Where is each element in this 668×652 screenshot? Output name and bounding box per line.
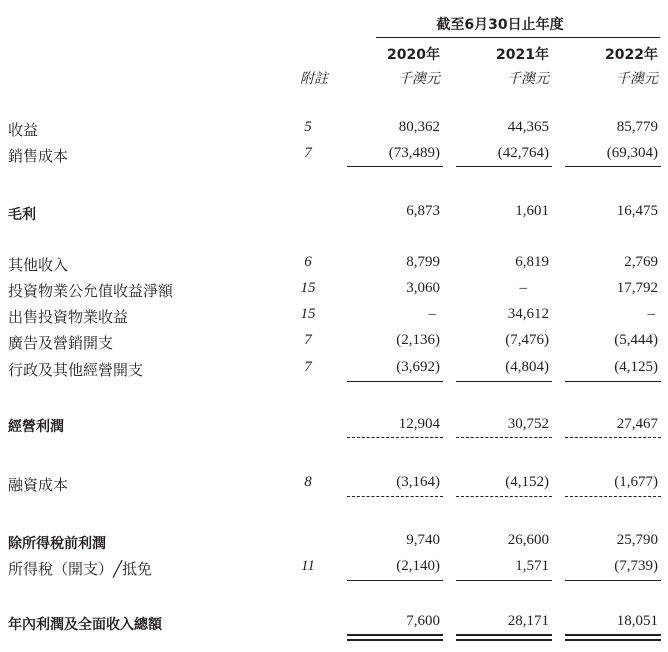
subtotal-rule <box>456 166 552 167</box>
cell-disposal-gain-2020: – <box>428 306 436 322</box>
cell-finance-costs-2021: (4,152) <box>505 474 549 490</box>
double-rule-bottom <box>347 639 443 641</box>
row-note-other-income: 6 <box>304 254 312 270</box>
dashed-rule <box>456 496 552 497</box>
cell-revenue-2022: 85,779 <box>616 119 658 135</box>
cell-advertising-expenses-2021: (7,476) <box>505 332 549 348</box>
cell-revenue-2021: 44,365 <box>507 119 549 135</box>
row-note-disposal-gain: 15 <box>300 306 316 322</box>
cell-income-tax-2022: (7,739) <box>614 558 658 574</box>
row-label-total-comprehensive-income: 年內利潤及全面收入總額 <box>8 617 162 633</box>
cell-cost-of-sales-2021: (42,764) <box>497 145 549 161</box>
cell-total-comprehensive-income-2022: 18,051 <box>616 613 658 629</box>
unit-header-2021: 千澳元 <box>507 72 549 87</box>
row-note-income-tax: 11 <box>301 558 315 574</box>
row-label-revenue: 收益 <box>8 123 39 139</box>
cell-total-comprehensive-income-2021: 28,171 <box>507 613 549 629</box>
dashed-rule <box>456 437 552 438</box>
cell-admin-expenses-2020: (3,692) <box>396 359 440 375</box>
cell-profit-before-tax-2020: 9,740 <box>406 532 440 548</box>
cell-profit-before-tax-2022: 25,790 <box>616 532 658 548</box>
subtotal-rule <box>347 580 443 581</box>
row-label-income-tax: 所得稅（開支）╱抵免 <box>8 562 153 578</box>
cell-other-income-2022: 2,769 <box>624 254 658 270</box>
cell-admin-expenses-2022: (4,125) <box>614 359 658 375</box>
subtotal-rule <box>456 580 552 581</box>
row-label-operating-profit: 經營利潤 <box>8 419 64 435</box>
row-label-profit-before-tax: 除所得稅前利潤 <box>8 536 106 552</box>
cell-admin-expenses-2021: (4,804) <box>505 359 549 375</box>
period-header: 截至6月30日止年度 <box>436 17 564 33</box>
cell-operating-profit-2022: 27,467 <box>616 416 658 432</box>
year-header-2021: 2021年 <box>496 47 549 63</box>
row-label-disposal-gain: 出售投資物業收益 <box>8 310 129 326</box>
double-rule-top <box>565 634 661 636</box>
row-note-admin-expenses: 7 <box>304 359 312 375</box>
unit-header-2020: 千澳元 <box>398 72 440 87</box>
double-rule-top <box>347 634 443 636</box>
cell-profit-before-tax-2021: 26,600 <box>507 532 549 548</box>
cell-operating-profit-2020: 12,904 <box>398 416 440 432</box>
cell-gross-profit-2020: 6,873 <box>406 203 440 219</box>
cell-other-income-2020: 8,799 <box>406 254 440 270</box>
cell-total-comprehensive-income-2020: 7,600 <box>406 613 440 629</box>
row-label-fair-value-gain: 投資物業公允值收益淨額 <box>8 284 174 300</box>
subtotal-rule <box>565 166 661 167</box>
row-label-finance-costs: 融資成本 <box>8 478 69 494</box>
cell-fair-value-gain-2022: 17,792 <box>616 280 658 296</box>
double-rule-top <box>456 634 552 636</box>
cell-gross-profit-2021: 1,601 <box>515 203 549 219</box>
cell-advertising-expenses-2020: (2,136) <box>396 332 440 348</box>
cell-finance-costs-2022: (1,677) <box>614 474 658 490</box>
cell-revenue-2020: 80,362 <box>398 119 440 135</box>
cell-operating-profit-2021: 30,752 <box>507 416 549 432</box>
cell-disposal-gain-2022: – <box>647 306 655 322</box>
cell-gross-profit-2022: 16,475 <box>616 203 658 219</box>
double-rule-bottom <box>456 639 552 641</box>
unit-header-2022: 千澳元 <box>616 72 658 87</box>
dashed-rule <box>565 437 661 438</box>
double-rule-bottom <box>565 639 661 641</box>
cell-cost-of-sales-2020: (73,489) <box>388 145 440 161</box>
subtotal-rule <box>565 381 661 382</box>
row-label-other-income: 其他收入 <box>8 258 69 274</box>
dashed-rule <box>347 496 443 497</box>
cell-finance-costs-2020: (3,164) <box>396 474 440 490</box>
subtotal-rule <box>565 580 661 581</box>
subtotal-rule <box>347 381 443 382</box>
year-header-2022: 2022年 <box>605 47 658 63</box>
cell-advertising-expenses-2022: (5,444) <box>614 332 658 348</box>
cell-disposal-gain-2021: 34,612 <box>507 306 549 322</box>
year-header-2020: 2020年 <box>387 47 440 63</box>
cell-cost-of-sales-2022: (69,304) <box>606 145 658 161</box>
row-label-admin-expenses: 行政及其他經營開支 <box>8 363 144 379</box>
row-label-advertising-expenses: 廣告及營銷開支 <box>8 336 114 352</box>
note-column-header: 附註 <box>300 72 328 87</box>
cell-income-tax-2020: (2,140) <box>396 558 440 574</box>
row-note-fair-value-gain: 15 <box>300 280 316 296</box>
dashed-rule <box>347 437 443 438</box>
row-label-gross-profit: 毛利 <box>8 207 36 223</box>
subtotal-rule <box>456 381 552 382</box>
row-note-advertising-expenses: 7 <box>304 332 312 348</box>
subtotal-rule <box>347 166 443 167</box>
row-note-cost-of-sales: 7 <box>304 145 312 161</box>
cell-other-income-2021: 6,819 <box>515 254 549 270</box>
dashed-rule <box>565 496 661 497</box>
cell-fair-value-gain-2020: 3,060 <box>406 280 440 296</box>
period-header-rule <box>376 37 660 38</box>
row-note-finance-costs: 8 <box>304 474 312 490</box>
row-label-cost-of-sales: 銷售成本 <box>8 149 69 165</box>
cell-fair-value-gain-2021: – <box>519 280 527 296</box>
row-note-revenue: 5 <box>304 119 312 135</box>
cell-income-tax-2021: 1,571 <box>515 558 549 574</box>
